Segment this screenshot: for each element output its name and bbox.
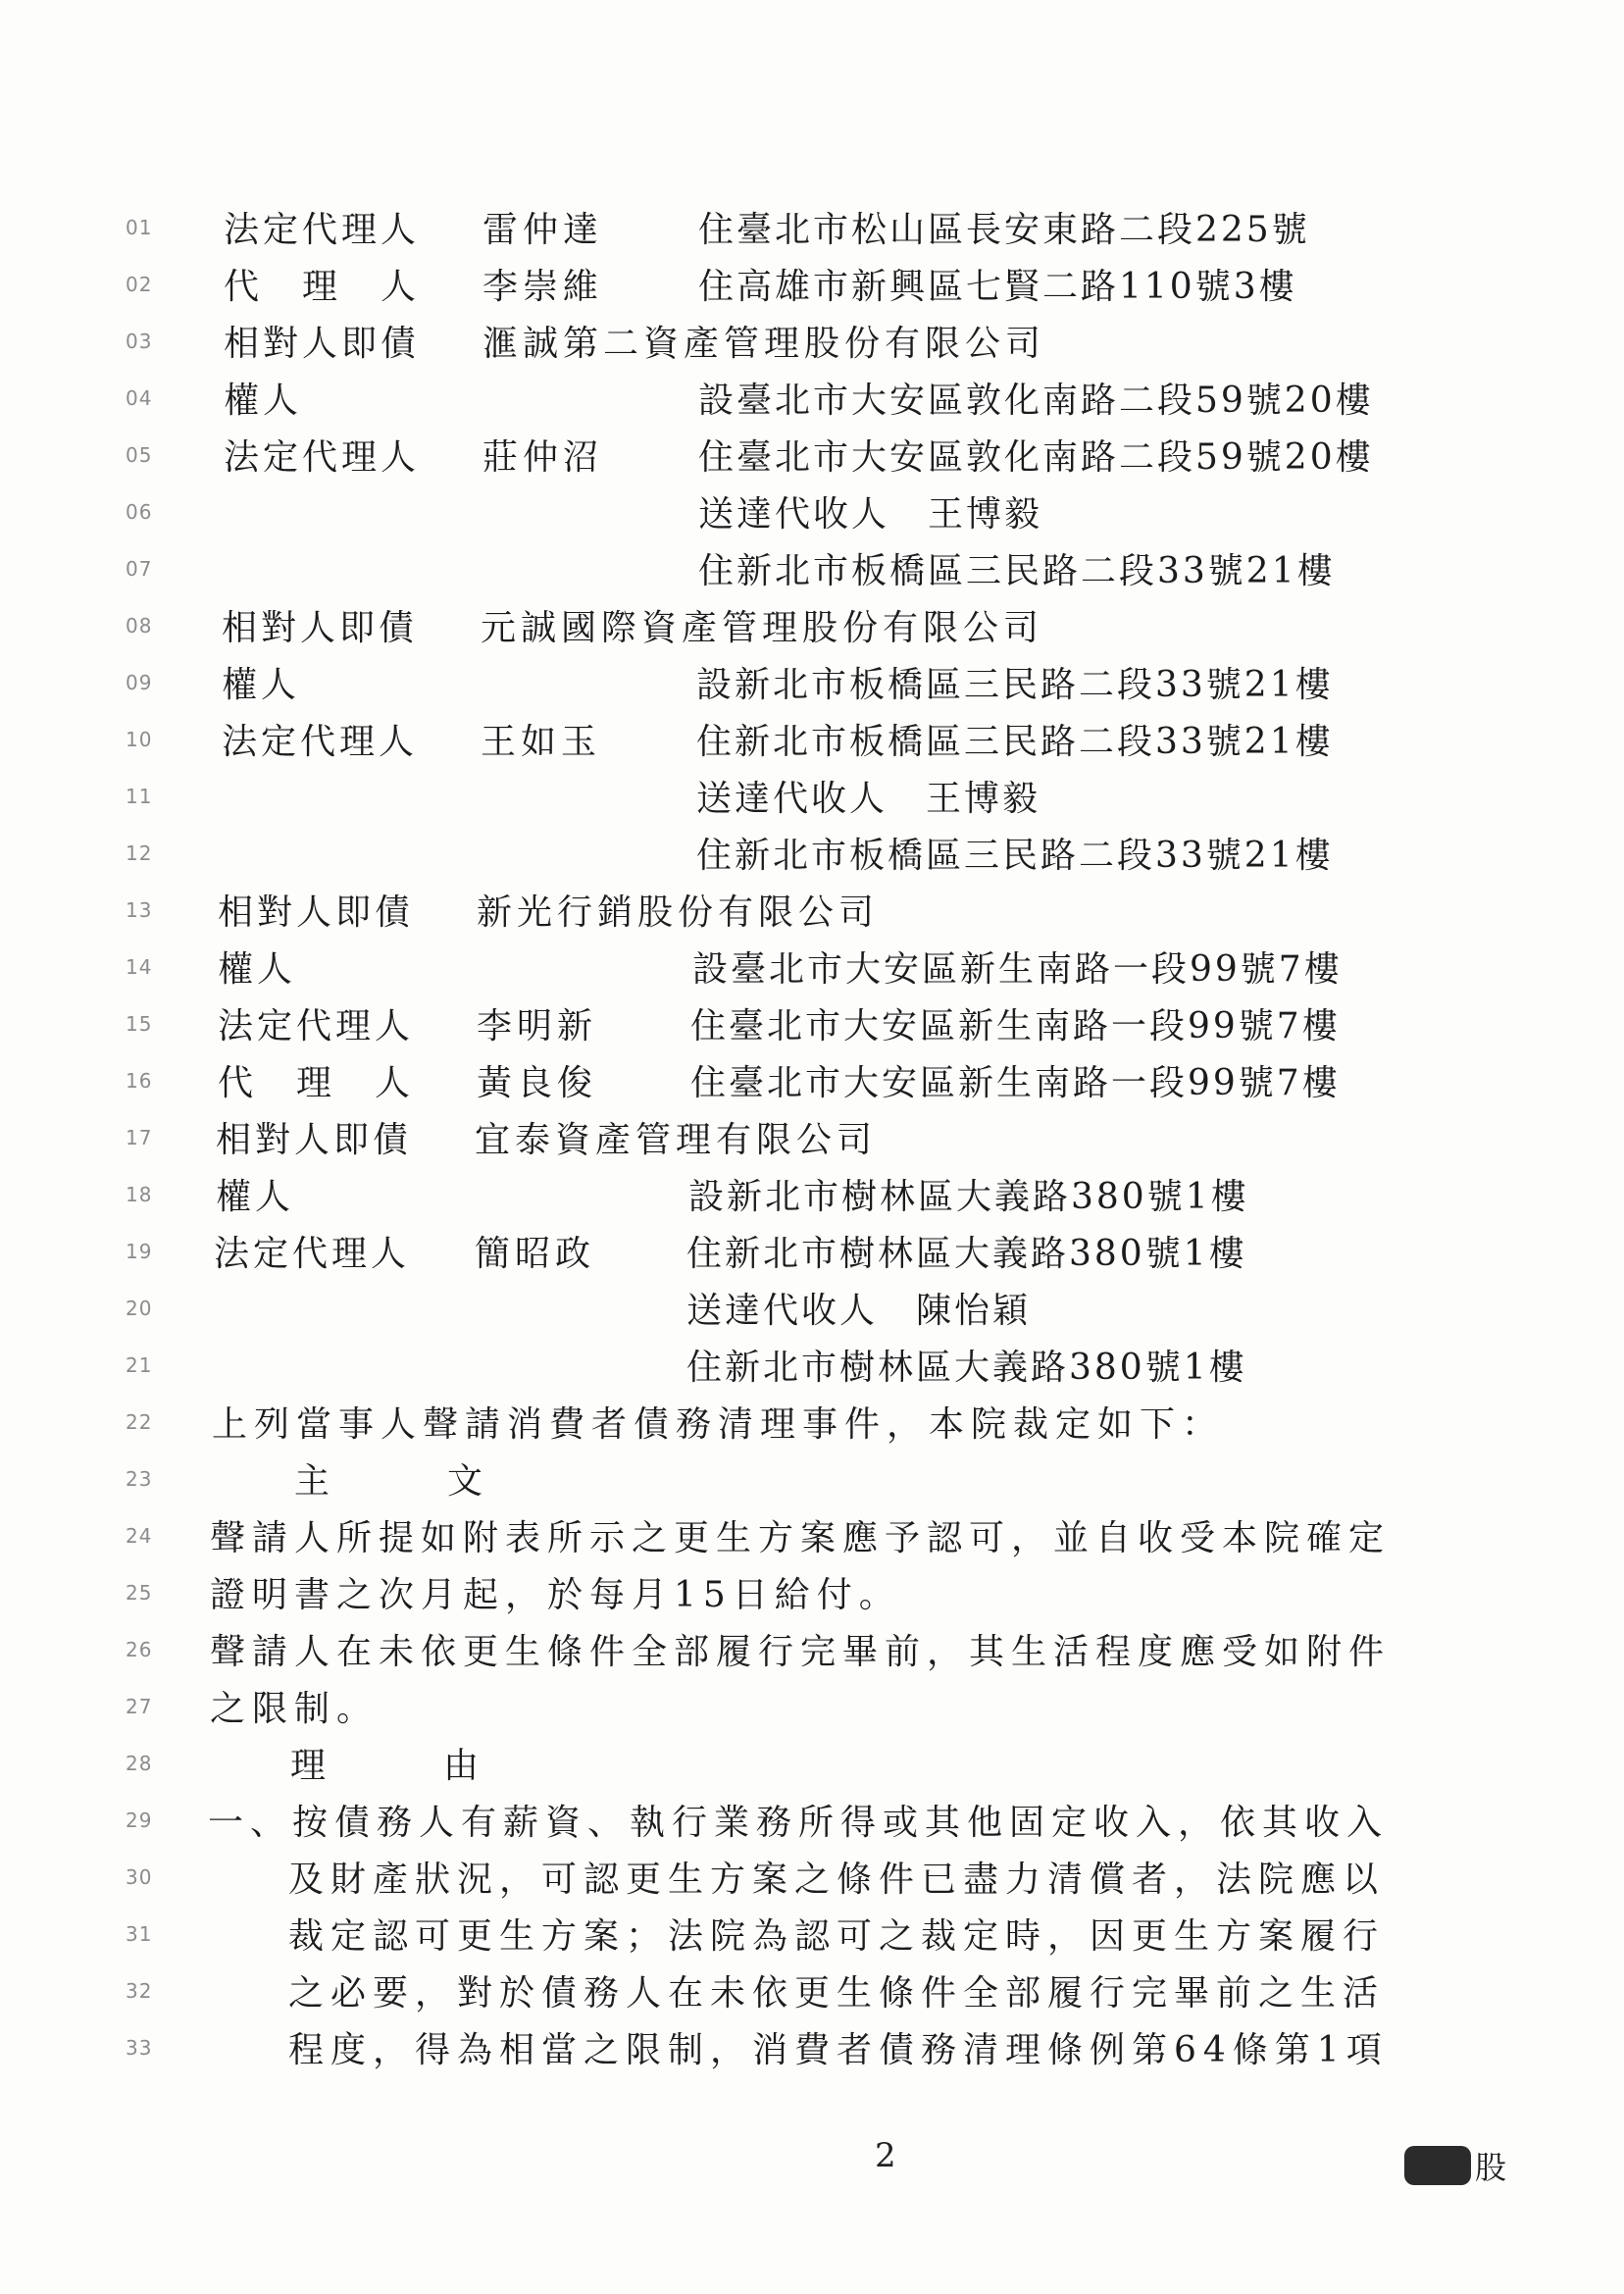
- body-text: 一、按債務人有薪資、執行業務所得或其他固定收入，依其收入: [208, 1803, 1390, 1843]
- party-address: 設臺北市大安區敦化南路二段59號20樓: [698, 381, 1374, 421]
- party-name: 王如玉: [481, 722, 602, 762]
- party-role: 法定代理人: [222, 722, 419, 762]
- doc-line: [0, 259, 1624, 316]
- line-number: 33: [126, 2036, 153, 2060]
- doc-line: [0, 202, 1624, 259]
- body-text: 程度，得為相當之限制，消費者債務清理條例第64條第1項: [288, 2030, 1389, 2070]
- line-number: 06: [126, 500, 153, 524]
- line-number: 03: [126, 330, 153, 353]
- line-number: 13: [126, 898, 153, 922]
- line-number: 22: [126, 1410, 153, 1434]
- doc-line: [0, 714, 1624, 771]
- party-role: 代 理 人: [218, 1063, 415, 1103]
- line-number: 05: [126, 443, 153, 467]
- line-number: 28: [126, 1752, 153, 1775]
- doc-line: [0, 1453, 1624, 1510]
- line-number: 19: [126, 1240, 153, 1263]
- line-number: 01: [126, 216, 153, 239]
- line-number: 04: [126, 386, 153, 410]
- party-address: 送達代收人 王博毅: [696, 779, 1041, 819]
- party-address: 住臺北市松山區長安東路二段225號: [698, 210, 1310, 250]
- party-name: 滙誠第二資產管理股份有限公司: [482, 324, 1046, 364]
- page-number: 2: [875, 2136, 896, 2175]
- line-number: 16: [126, 1069, 153, 1093]
- party-address: 設新北市樹林區大義路380號1樓: [688, 1177, 1249, 1217]
- party-address: 住臺北市大安區敦化南路二段59號20樓: [698, 437, 1374, 478]
- line-number: 30: [126, 1865, 153, 1889]
- division-suffix: 股: [1475, 2149, 1507, 2186]
- party-address: 住新北市樹林區大義路380號1樓: [686, 1234, 1247, 1274]
- party-address: 設臺北市大安區新生南路一段99號7樓: [692, 949, 1343, 990]
- party-role: 法定代理人: [214, 1234, 411, 1274]
- doc-line: [0, 1169, 1624, 1226]
- party-address: 住新北市板橋區三民路二段33號21樓: [696, 722, 1334, 762]
- body-text: 證明書之次月起，於每月15日給付。: [210, 1575, 901, 1615]
- doc-line: [0, 1909, 1624, 1965]
- doc-line: [0, 1795, 1624, 1852]
- body-text: 之限制。: [210, 1689, 380, 1729]
- line-number: 21: [126, 1353, 153, 1377]
- party-name: 李崇維: [482, 267, 604, 307]
- doc-line: [0, 1112, 1624, 1169]
- body-text: 之必要，對於債務人在未依更生條件全部履行完畢前之生活: [288, 1973, 1386, 2014]
- body-text: 上列當事人聲請消費者債務清理事件，本院裁定如下：: [212, 1404, 1225, 1445]
- party-address: 送達代收人 陳怡穎: [686, 1291, 1032, 1331]
- doc-line: [0, 1397, 1624, 1453]
- party-role: 相對人即債: [222, 608, 419, 648]
- party-address: 住新北市板橋區三民路二段33號21樓: [698, 551, 1336, 591]
- party-role: 相對人即債: [218, 892, 415, 933]
- line-number: 15: [126, 1012, 153, 1036]
- doc-line: [0, 657, 1624, 714]
- party-role: 法定代理人: [218, 1006, 415, 1046]
- line-number: 24: [126, 1524, 153, 1548]
- doc-line: [0, 543, 1624, 600]
- doc-line: [0, 1226, 1624, 1283]
- party-name: 黃良俊: [477, 1063, 598, 1103]
- doc-line: [0, 430, 1624, 486]
- party-name: 雷仲達: [482, 210, 604, 250]
- division-tag: [1404, 2144, 1506, 2187]
- line-number: 07: [126, 557, 153, 581]
- body-text: 裁定認可更生方案；法院為認可之裁定時，因更生方案履行: [288, 1916, 1386, 1957]
- party-address: 住新北市樹林區大義路380號1樓: [686, 1348, 1247, 1388]
- party-address: 送達代收人 王博毅: [698, 494, 1043, 535]
- party-name: 簡昭政: [475, 1234, 596, 1274]
- doc-line: [0, 1624, 1624, 1681]
- party-address: 住新北市板橋區三民路二段33號21樓: [696, 836, 1334, 876]
- line-number: 20: [126, 1297, 153, 1320]
- doc-line: [0, 1055, 1624, 1112]
- doc-line: [0, 1340, 1624, 1397]
- party-address: 設新北市板橋區三民路二段33號21樓: [696, 665, 1334, 705]
- party-name: 莊仲沼: [482, 437, 604, 478]
- doc-line: [0, 373, 1624, 430]
- doc-line: [0, 1738, 1624, 1795]
- doc-line: [0, 1567, 1624, 1624]
- doc-line: [0, 600, 1624, 657]
- doc-line: [0, 486, 1624, 543]
- body-text: 聲請人所提如附表所示之更生方案應予認可，並自收受本院確定: [210, 1518, 1392, 1558]
- party-role: 權人: [224, 381, 303, 421]
- line-number: 31: [126, 1922, 153, 1946]
- doc-line: [0, 1965, 1624, 2022]
- line-number: 29: [126, 1809, 153, 1832]
- line-number: 02: [126, 273, 153, 296]
- party-role: 相對人即債: [216, 1120, 413, 1160]
- line-number: 08: [126, 614, 153, 637]
- doc-line: [0, 1510, 1624, 1567]
- line-number: 26: [126, 1638, 153, 1661]
- section-heading-main-text: 主 文: [294, 1461, 525, 1502]
- line-number: 32: [126, 1979, 153, 2003]
- doc-line: [0, 771, 1624, 828]
- doc-line: [0, 998, 1624, 1055]
- party-role: 相對人即債: [224, 324, 421, 364]
- doc-line: [0, 828, 1624, 885]
- doc-line: [0, 942, 1624, 998]
- doc-line: [0, 1852, 1624, 1909]
- line-number: 09: [126, 671, 153, 694]
- doc-line: [0, 885, 1624, 942]
- party-address: 住臺北市大安區新生南路一段99號7樓: [690, 1063, 1341, 1103]
- line-number: 27: [126, 1695, 153, 1718]
- party-name: 李明新: [477, 1006, 598, 1046]
- doc-line: [0, 1283, 1624, 1340]
- party-role: 權人: [222, 665, 301, 705]
- party-address: 住臺北市大安區新生南路一段99號7樓: [690, 1006, 1341, 1046]
- line-number: 18: [126, 1183, 153, 1206]
- party-name: 元誠國際資產管理股份有限公司: [481, 608, 1044, 648]
- redaction-box: [1404, 2146, 1471, 2185]
- body-text: 聲請人在未依更生條件全部履行完畢前，其生活程度應受如附件: [210, 1632, 1392, 1672]
- doc-line: [0, 1681, 1624, 1738]
- line-number: 14: [126, 955, 153, 979]
- party-name: 宜泰資產管理有限公司: [475, 1120, 878, 1160]
- doc-line: [0, 2022, 1624, 2079]
- party-role: 法定代理人: [224, 437, 421, 478]
- party-role: 權人: [218, 949, 297, 990]
- party-address: 住高雄市新興區七賢二路110號3樓: [698, 267, 1297, 307]
- line-number: 25: [126, 1581, 153, 1605]
- line-number: 23: [126, 1467, 153, 1491]
- body-text: 及財產狀況，可認更生方案之條件已盡力清償者，法院應以: [288, 1860, 1386, 1900]
- party-role: 代 理 人: [224, 267, 421, 307]
- line-number: 10: [126, 728, 153, 751]
- party-name: 新光行銷股份有限公司: [477, 892, 880, 933]
- doc-line: [0, 316, 1624, 373]
- party-role: 法定代理人: [224, 210, 421, 250]
- line-number: 11: [126, 785, 153, 808]
- section-heading-reasons: 理 由: [290, 1746, 521, 1786]
- party-role: 權人: [216, 1177, 295, 1217]
- line-number: 12: [126, 841, 153, 865]
- line-number: 17: [126, 1126, 153, 1149]
